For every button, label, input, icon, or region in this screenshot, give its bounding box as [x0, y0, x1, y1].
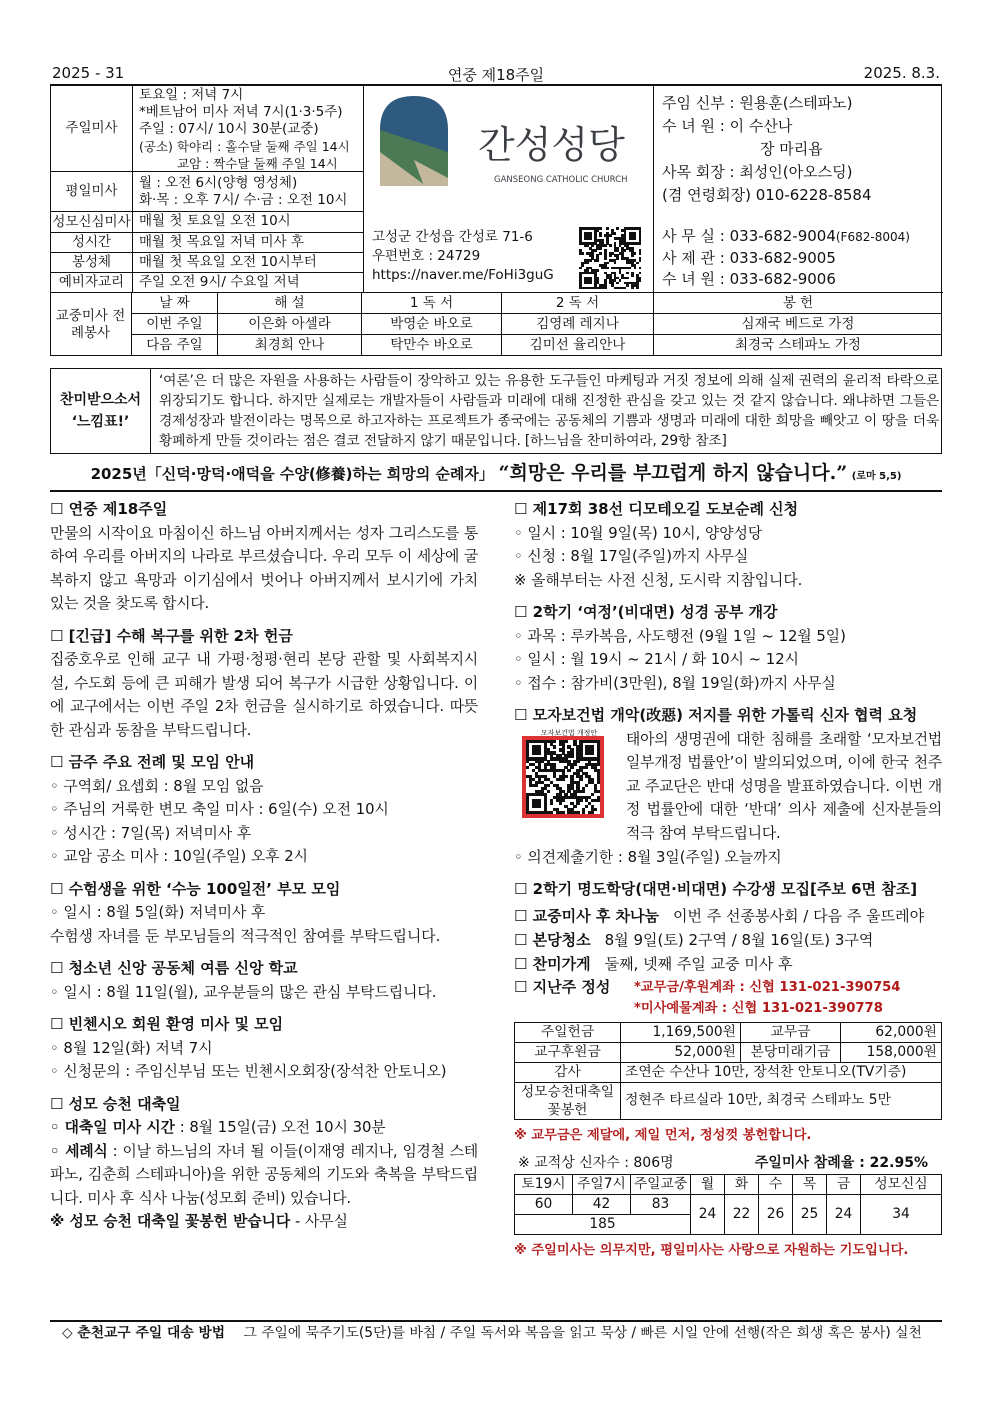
qr-module: [631, 274, 634, 277]
qr-module: [579, 799, 582, 802]
phone-list: [654, 223, 943, 293]
list-item: [50, 1116, 478, 1140]
table-row: [515, 1062, 942, 1082]
liturgy-cell: 최경희 안나: [218, 335, 362, 356]
phone-label: 사 제 관 :: [662, 249, 730, 267]
liturgy-cell: 박영순 바오로: [362, 314, 502, 335]
section-title: ☐ 빈첸시오 회원 환영 미사 및 모임: [50, 1015, 284, 1033]
liturgy-row: [132, 335, 942, 356]
notice-key: ☐ 교중미사 후 차나눔: [514, 906, 660, 925]
cell-line: 성모승천대축일: [520, 1083, 615, 1100]
qr-module: [639, 267, 642, 270]
table-cell: 26: [759, 1194, 793, 1234]
sched-row-value: 주일 오전 9시/ 수요일 저녁: [133, 273, 364, 293]
notice-line: [514, 904, 942, 928]
postal-code: 우편번호 : 24729: [372, 248, 481, 264]
qr-module: [550, 811, 553, 814]
table-row: [515, 1022, 942, 1042]
table-header: 월: [691, 1174, 725, 1194]
item-key: ◦ 세례식: [50, 1142, 108, 1160]
table-cell: 34: [861, 1194, 942, 1234]
qr-module: [606, 267, 609, 270]
sched-row-value: 매월 첫 목요일 오전 10시부터: [133, 253, 364, 273]
qr-module: [604, 287, 607, 290]
cell-line: 꽃봉헌: [547, 1101, 588, 1118]
qr-module: [599, 252, 602, 255]
qr-module: [586, 262, 589, 265]
sched-line: 토요일 : 저녁 7시: [139, 87, 244, 103]
staff-line: 사목 회장 : 최성인(아오스딩): [662, 163, 853, 181]
staff-line: (겸 연령회장) 010-6228-8584: [662, 186, 872, 204]
church-name-text: 간성성당: [478, 123, 625, 167]
right-column: [514, 498, 942, 1261]
phone-number[interactable]: 033-682-9006: [729, 270, 836, 288]
liturgy-cell: 심재국 베드로 가정: [741, 316, 855, 332]
attendance-summary: [514, 1150, 942, 1174]
qr-module: [596, 269, 599, 272]
church-logo-mark: [364, 86, 654, 223]
qr-module: [626, 277, 629, 280]
table-header: 수: [759, 1174, 793, 1194]
qr-module: [594, 249, 597, 252]
list-item: ◦ 주님의 거룩한 변모 축일 미사 : 6일(수) 오전 10시: [50, 801, 389, 818]
qr-module: [579, 778, 582, 781]
qr-module: [616, 282, 619, 285]
sched-line: 교암 : 짝수달 둘째 주일 14시: [177, 156, 338, 171]
qr-module: [597, 790, 600, 793]
qr-module: [591, 811, 594, 814]
qr-module: [639, 279, 642, 282]
quote-label-line: ‘느낌표!’: [71, 414, 130, 430]
list-item: ◦ 8월 12일(화) 저녁 7시: [50, 1039, 213, 1057]
table-header: 화: [725, 1174, 759, 1194]
sched-row-value: 매월 첫 토요일 오전 10시: [133, 212, 364, 233]
sched-row-value: 매월 첫 목요일 저녁 미사 후: [133, 233, 364, 253]
qr-module: [639, 259, 642, 262]
list-item: ◦ 교암 공소 미사 : 10일(주일) 오후 2시: [50, 848, 308, 865]
qr-module: [562, 778, 565, 781]
liturgy-cell: 김영례 레지나: [502, 314, 654, 335]
qr-module: [629, 267, 632, 270]
table-header: 주일교중: [631, 1174, 691, 1194]
bulletin-topline: [50, 64, 942, 86]
qr-module: [596, 259, 599, 262]
table-cell: 본당미래기금: [741, 1042, 841, 1062]
table-cell: 62,000원: [841, 1022, 942, 1042]
table-cell: 52,000원: [621, 1042, 741, 1062]
qr-module: [547, 790, 550, 793]
attendance-table: [514, 1174, 942, 1235]
church-english-name: GANSEONG CATHOLIC CHURCH: [494, 175, 628, 185]
table-header: 성모신심: [861, 1174, 942, 1194]
qr-module: [636, 287, 639, 290]
liturgy-header: 봉 헌: [782, 295, 814, 311]
church-logo: [364, 86, 654, 223]
qr-module: [631, 254, 634, 257]
qr-module: [538, 751, 541, 754]
attendance-rate: 주일미사 참례율 : 22.95%: [754, 1154, 928, 1171]
item-key: ※ 성모 승천 대축일 꽃봉헌 받습니다: [50, 1213, 291, 1230]
qr-module: [559, 802, 562, 805]
list-item: ◦ 의견제출기한 : 8월 3일(주일) 오늘까지: [514, 848, 782, 866]
staff-list: [654, 86, 943, 223]
qr-module: [562, 799, 565, 802]
left-column: [50, 498, 478, 1234]
qr-module: [582, 790, 585, 793]
liturgical-week: 연중 제18주일: [447, 66, 545, 84]
liturgy-header: 1 독 서: [362, 293, 502, 314]
liturgy-cell: 이은화 아셀라: [218, 314, 362, 335]
offering-table: [514, 1022, 942, 1120]
weekday-mass-schedule: [133, 172, 364, 212]
qr-module: [526, 766, 529, 769]
sched-line: *베트남어 미사 저녁 7시(1·3·5주): [139, 104, 343, 120]
qr-module: [609, 254, 612, 257]
table-cell: 22: [725, 1194, 759, 1234]
liturgy-cell: 이번 주일: [132, 314, 218, 335]
phone-label: 수 녀 원 :: [662, 270, 730, 288]
qr-module: [562, 811, 565, 814]
table-header: 주일7시: [573, 1174, 631, 1194]
qr-module: [614, 262, 617, 265]
qr-module: [553, 745, 556, 748]
qr-module: [616, 227, 619, 230]
qr-module: [609, 234, 612, 237]
section-title: ☐ [긴급] 수해 복구를 위한 2차 헌금: [50, 626, 293, 645]
qr-module: [604, 244, 607, 247]
list-item: ◦ 과목 : 루카복음, 사도행전 (9월 1일 ~ 12월 5일): [514, 627, 846, 645]
sched-row-label: 성모신심미사: [51, 212, 133, 233]
table-cell: 주일헌금: [515, 1022, 621, 1042]
qr-module: [594, 808, 597, 811]
section-title: ☐ 모자보건법 개악(改惡) 저지를 위한 가톨릭 신자 협력 요청: [514, 706, 918, 724]
theme-year: 2025년「신덕·망덕·애덕을 수양(修養)하는 희망의 순례자」: [90, 465, 494, 483]
list-item: ◦ 신청문의 : 주임신부님 또는 빈첸시오회장(장석찬 안토니오): [50, 1063, 447, 1080]
qr-module: [609, 244, 612, 247]
section-title: ☐ 성모 승천 대축일: [50, 1094, 181, 1113]
sched-line: 화·목 : 오후 7시/ 수·금 : 오전 10시: [139, 192, 348, 208]
phone-number[interactable]: 033-682-9004: [729, 227, 836, 245]
liturgy-cell: 최경국 스테파노 가정: [735, 337, 861, 353]
section-title: ☐ 연중 제18주일: [50, 500, 168, 518]
table-cell: 158,000원: [841, 1042, 942, 1062]
table-cell: 60: [515, 1194, 573, 1214]
theme-verse: “희망은 우리를 부끄럽게 하지 않습니다.”: [498, 462, 848, 484]
list-item: ◦ 일시 : 8월 11일(월), 교우분들의 많은 관심 부탁드립니다.: [50, 983, 437, 1001]
sched-line: 주일 : 07시/ 10시 30분(교중): [139, 121, 319, 137]
table-cell: 185: [515, 1214, 691, 1234]
section-title: ☐ 금주 주요 전례 및 모임 안내: [50, 753, 255, 771]
qr-module: [579, 267, 582, 270]
qr-module: [576, 802, 579, 805]
list-item: ※ 올해부터는 사전 신청, 도시락 지참입니다.: [514, 571, 803, 589]
theme-citation: (로마 5,5): [851, 471, 902, 482]
item-key: ◦ 대축일 미사 시간: [50, 1119, 175, 1136]
qr-module: [591, 244, 594, 247]
table-cell: [515, 1082, 621, 1119]
maternal-health-block: [514, 728, 942, 846]
qr-module: [564, 740, 567, 743]
section-title: ☐ 수험생을 위한 ‘수능 100일전’ 부모 모임: [50, 879, 341, 898]
qr-module: [631, 287, 634, 290]
notice-key: ☐ 본당청소: [514, 930, 591, 949]
sched-line: (공소) 학야리 : 홀수달 둘째 주일 14시: [139, 139, 350, 154]
sched-row-label: 봉성체: [51, 253, 133, 273]
phone-number[interactable]: 033-682-9005: [729, 249, 836, 267]
phone-label: 사 무 실 :: [662, 227, 730, 245]
qr-module: [639, 242, 642, 245]
section-body: 만물의 시작이요 마침이신 하느님 아버지께서는 성자 그리스도를 통하여 우리를 아버지의 나라로 부르셨습니다. 우리 모두 이 세상에 굴복하지 않고 욕망과 이기심에서 벗어나 아버지께서 보시기에 가치 있는 것을 찾도록 합시다.: [50, 524, 478, 612]
issue-date: 2025. 8.3.: [863, 64, 940, 82]
list-item: ◦ 일시 : 10월 9일(목) 10시, 양양성당: [514, 524, 763, 542]
phone-line: [662, 248, 935, 269]
footer-value: 그 주일에 묵주기도(5단)를 바침 / 주일 독서와 복음을 읽고 묵상 / 빠른 시일 안에 선행(작은 희생 혹은 봉사) 실천: [243, 1325, 922, 1341]
list-item: 수험생 자녀를 둔 부모님들의 적극적인 참여를 부탁드립니다.: [50, 927, 441, 945]
qr-module: [576, 811, 579, 814]
address-box: [364, 223, 654, 293]
list-item: ◦ 일시 : 월 19시 ~ 21시 / 화 10시 ~ 12시: [514, 651, 799, 668]
qr-module: [626, 272, 629, 275]
list-item: [50, 1210, 478, 1234]
qr-module: [553, 740, 556, 743]
qr-module: [597, 781, 600, 784]
list-item: ◦ 접수 : 참가비(3만원), 8월 19일(화)까지 사무실: [514, 674, 836, 692]
qr-module: [547, 784, 550, 787]
sched-row-label: 예비자교리: [51, 273, 133, 293]
notice-line: [514, 952, 942, 976]
sched-row-label: 성시간: [51, 233, 133, 253]
qr-module: [606, 262, 609, 265]
qr-module: [591, 751, 594, 754]
table-row: [515, 1082, 942, 1119]
fax-number: (F682-8004): [835, 230, 910, 244]
section-title: ☐ 2학기 명도학당(대면·비대면) 수강생 모집[주보 6면 참조]: [514, 880, 918, 898]
qr-module: [550, 802, 553, 805]
table-cell: 83: [631, 1194, 691, 1214]
qr-module: [636, 262, 639, 265]
phone-line: [662, 269, 935, 290]
table-cell: 25: [793, 1194, 827, 1234]
table-cell: 1,169,500원: [621, 1022, 741, 1042]
footer-note: [50, 1320, 942, 1344]
table-row: [515, 1174, 942, 1194]
notice-value: 8월 9일(토) 2구역 / 8월 16일(토) 3구역: [604, 930, 874, 949]
qr-module: [597, 799, 600, 802]
qr-caption: 모자보건법 개정안: [540, 728, 598, 737]
qr-module: [538, 805, 541, 808]
liturgy-grid: [132, 293, 942, 356]
list-item: [50, 1140, 478, 1211]
liturgy-label: 교중미사 전례봉사: [50, 293, 132, 356]
naver-link[interactable]: https://naver.me/FoHi3guG: [372, 267, 554, 283]
notice-value: 이번 주 선종봉사회 / 다음 주 울뜨레야: [673, 906, 925, 925]
weekday-mass-label: 평일미사: [51, 172, 133, 212]
item-value: : 8월 15일(금) 오전 10시 30분: [174, 1119, 386, 1136]
list-item: ◦ 구역회/ 요셉회 : 8월 모임 없음: [50, 777, 264, 795]
qr-module: [585, 784, 588, 787]
staff-line: 수 녀 원 : 이 수산나: [662, 117, 793, 135]
notice-value: 둘째, 넷째 주일 교중 미사 후: [604, 954, 793, 973]
section-title: ☐ 제17회 38선 디모테오길 도보순례 신청: [514, 500, 799, 518]
laudato-si-quote: [50, 368, 942, 454]
liturgy-cell: 김미선 율리안나: [502, 335, 654, 356]
liturgy-header: 2 독 서: [502, 293, 654, 314]
sunday-mass-label: 주일미사: [51, 86, 133, 172]
qr-module: [567, 769, 570, 772]
table-header: 금: [827, 1174, 861, 1194]
staff-line: 장 마리욥: [760, 140, 823, 158]
section-title: ☐ 2학기 ‘여정’(비대면) 성경 공부 개강: [514, 603, 778, 621]
quote-label: [51, 369, 151, 453]
qr-module: [634, 252, 637, 255]
liturgy-cell: 탁만수 바오로: [362, 335, 502, 356]
list-item: ◦ 성시간 : 7일(목) 저녁미사 후: [50, 824, 252, 842]
table-cell: 24: [827, 1194, 861, 1234]
item-value: : 이날 하느님의 자녀 될 이들(이재영 레지나, 임경철 스테파노, 김춘희 스테파니아)을 위한 공동체의 기도와 축복을 부탁드립니다. 미사 후 식사 나눔(성모회 준비) 있습니다.: [50, 1142, 478, 1207]
qr-module: [639, 252, 642, 255]
qr-module: [570, 766, 573, 769]
table-cell: 24: [691, 1194, 725, 1234]
qr-module: [564, 775, 567, 778]
section-body: 집중호우로 인해 교구 내 가평·청평·현리 본당 관할 및 사회복지시설, 수도회 등에 큰 피해가 발생 되어 복구가 시급한 상황입니다. 이에 교구에서는 이번 주일 2차 헌금을 실시하기로 하였습니다. 따뜻한 관심과 동참을 부탁드립니다.: [50, 651, 478, 739]
table-header: 토19시: [515, 1174, 573, 1194]
phone-line: [662, 226, 935, 248]
notice-line: [514, 928, 942, 952]
qr-module: [614, 232, 617, 235]
offering-note: ※ 교무금은 제달에, 제일 먼저, 정성껏 봉헌합니다.: [514, 1127, 812, 1143]
qr-module: [616, 257, 619, 260]
qr-module: [589, 282, 592, 285]
notice-key: ☐ 지난주 정성: [514, 977, 611, 996]
qr-module: [581, 264, 584, 267]
table-cell: 감사: [515, 1062, 621, 1082]
table-cell: 조연순 수산나 10만, 장석찬 안토니오(TV기증): [621, 1062, 942, 1082]
sunday-mass-schedule: [133, 86, 364, 172]
table-row: [515, 1194, 942, 1214]
qr-module: [576, 760, 579, 763]
liturgy-header: 날 짜: [132, 293, 218, 314]
liturgy-cell: 다음 주일: [132, 335, 218, 356]
issue-number: 2025 - 31: [52, 64, 125, 82]
qr-module: [589, 237, 592, 240]
account-number: *교무금/후원계좌 : 신협 131-021-390754: [634, 979, 901, 995]
qr-module: [573, 805, 576, 808]
qr-module: [585, 805, 588, 808]
church-qr-code[interactable]: [579, 227, 641, 289]
section-body: 태아의 생명권에 대한 침해를 초래할 ‘모자보건법 일부개정 법률안’이 발의되었으며, 이에 한국 천주교 주교단은 반대 성명을 발표하였습니다. 이번 개정 법률안에 대한 ‘반대’ 의사 제출에 신자분들의 적극 참여 부탁드립니다.: [626, 730, 942, 842]
qr-module: [604, 257, 607, 260]
staff-line: 주임 신부 : 원용훈(스테파노): [662, 94, 853, 112]
liturgy-row: [132, 314, 942, 335]
liturgy-table: [50, 293, 942, 356]
qr-module: [535, 784, 538, 787]
footer-key: ◇ 춘천교구 주일 대송 방법: [62, 1325, 226, 1341]
quote-label-line: 찬미받으소서: [59, 392, 142, 408]
liturgy-header-row: [132, 293, 942, 314]
liturgy-header: 해 설: [218, 293, 362, 314]
notice-key: ☐ 찬미가게: [514, 954, 591, 973]
item-value: - 사무실: [290, 1213, 348, 1230]
list-item: ◦ 신청 : 8월 17일(주일)까지 사무실: [514, 548, 749, 565]
table-header: 목: [793, 1174, 827, 1194]
qr-module: [599, 227, 602, 230]
address-line: 고성군 간성읍 간성로 71-6: [372, 229, 533, 245]
qr-module: [624, 249, 627, 252]
qr-module: [570, 754, 573, 757]
list-item: ◦ 일시 : 8월 5일(화) 저녁미사 후: [50, 904, 266, 921]
quote-text: ‘여론’은 더 많은 자원을 사용하는 사람들이 장악하고 있는 유용한 도구들인 마케팅과 거짓 정보에 의해 실제 권력의 윤리적 타락으로 위장되기도 합니다. 하지만 실제로는 개발자들이 사람들과 미래에 대해 진정한 관심을 갖고 있는 것 같지 않습니다. 왜냐하면 그들은 경제성장과 발전이라는 명목으로 하고자하는 프로젝트가 종국에는 공동체의 기쁨과 생명과 미래에 대한 희망을 빼앗고 이 땅을 더욱 황폐하게 만들 것이라는 점은 결코 전달하지 않기 때문입니다. [하느님을 찬미하여라, 29항 참조]: [159, 373, 939, 449]
sched-line: 월 : 오전 6시(양형 영성체): [139, 175, 298, 191]
qr-module: [606, 227, 609, 230]
yearly-theme: [50, 458, 942, 492]
qr-module: [597, 763, 600, 766]
qr-module: [626, 284, 629, 287]
table-cell: 정현주 타르실라 10만, 최경국 스테파노 5만: [621, 1082, 942, 1119]
table-cell: 42: [573, 1194, 631, 1214]
qr-module: [599, 234, 602, 237]
qr-module: [589, 259, 592, 262]
table-cell: 교무금: [741, 1022, 841, 1042]
section-title: ☐ 청소년 신앙 공동체 여름 신앙 학교: [50, 959, 298, 977]
table-cell: 교구후원금: [515, 1042, 621, 1062]
qr-module: [573, 763, 576, 766]
offering-heading: [514, 976, 942, 1020]
table-row: [515, 1042, 942, 1062]
mass-note: ※ 주일미사는 의무지만, 평일미사는 사랑으로 자원하는 기도입니다.: [514, 1242, 909, 1258]
qr-module: [581, 252, 584, 255]
qr-module: [624, 287, 627, 290]
qr-module: [639, 272, 642, 275]
qr-module: [599, 247, 602, 250]
qr-module: [585, 766, 588, 769]
parishioner-count: ※ 교적상 신자수 : 806명: [518, 1154, 674, 1171]
qr-module: [619, 279, 622, 282]
petition-qr-code[interactable]: [526, 740, 600, 814]
qr-module: [591, 793, 594, 796]
qr-module: [582, 811, 585, 814]
qr-module: [634, 267, 637, 270]
qr-module: [634, 237, 637, 240]
account-number: *미사예물계좌 : 신협 131-021-390778: [634, 1000, 883, 1016]
